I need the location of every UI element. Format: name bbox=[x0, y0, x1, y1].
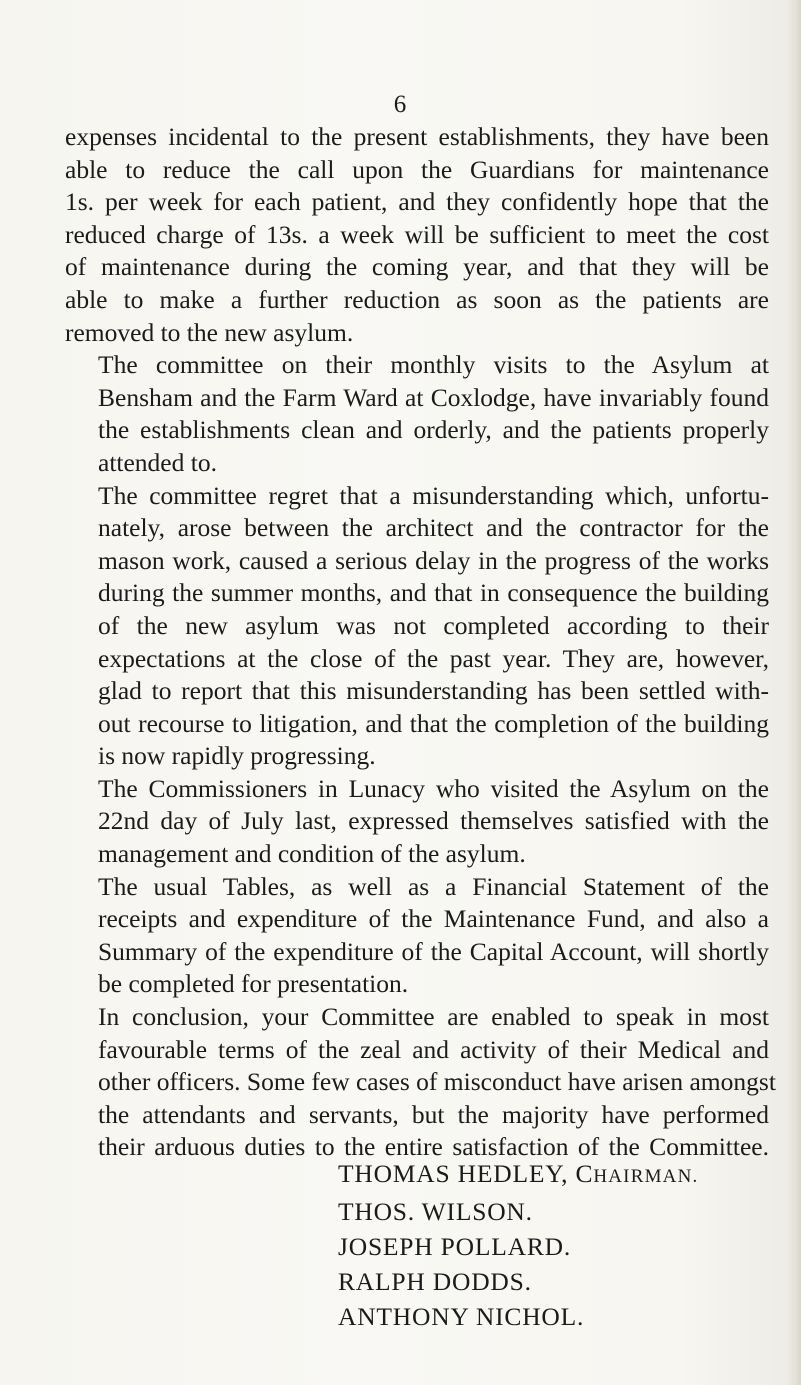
text-line: be completed for presentation. bbox=[98, 969, 409, 999]
signature-name: THOS. WILSON. bbox=[338, 1197, 533, 1226]
paragraph-5 bbox=[65, 871, 769, 1001]
text-line: receipts and expenditure of the Maintenance Fund, and also a bbox=[98, 904, 769, 934]
text-line: of maintenance during the coming year, and that they will be bbox=[65, 252, 769, 282]
page-edge-shadow bbox=[787, 0, 801, 1385]
text-line: of the new asylum was not completed according to their bbox=[98, 610, 769, 640]
chairman-name: THOMAS HEDLEY, bbox=[338, 1159, 569, 1188]
paragraph-6 bbox=[65, 1001, 776, 1164]
paragraph-1 bbox=[65, 121, 769, 349]
signature-name: RALPH DODDS. bbox=[338, 1267, 532, 1296]
text-line: mason work, caused a serious delay in the progress of the works bbox=[98, 545, 769, 575]
text-line: Summary of the expenditure of the Capital Account, will shortly bbox=[98, 936, 769, 966]
chairman-title-initial: C bbox=[575, 1159, 594, 1188]
text-line: 1s. per week for each patient, and they confidently hope that the bbox=[65, 187, 769, 217]
text-line: the establishments clean and orderly, and the patients properly bbox=[98, 415, 769, 445]
text-line: reduced charge of 13s. a week will be sufficient to meet the cost bbox=[65, 219, 769, 249]
text-line: expenses incidental to the present establishments, they have been bbox=[65, 122, 769, 151]
text-line: expectations at the close of the past year. They are, however, bbox=[98, 643, 769, 673]
text-line: attended to. bbox=[98, 447, 217, 477]
text-line: removed to the new asylum. bbox=[65, 317, 354, 347]
paragraph-2 bbox=[65, 349, 769, 479]
text-line: other officers. Some few cases of misconduct have arisen amongst bbox=[98, 1067, 776, 1097]
text-line: The Commissioners in Lunacy who visited the Asylum on the bbox=[98, 773, 769, 803]
signature-chairman bbox=[338, 1156, 778, 1194]
page-number: 6 bbox=[393, 91, 407, 118]
chairman-title-smallcaps: HAIRMAN. bbox=[593, 1166, 699, 1187]
text-line: is now rapidly progressing. bbox=[98, 741, 376, 771]
text-line: favourable terms of the zeal and activity of their Medical and bbox=[98, 1034, 769, 1064]
text-line: Bensham and the Farm Ward at Coxlodge, have invariably found bbox=[98, 382, 769, 412]
text-line: their arduous duties to the entire satisfaction of the Committee. bbox=[98, 1132, 769, 1162]
text-line: The committee regret that a misunderstanding which, unfortu- bbox=[98, 480, 769, 510]
paragraph-3 bbox=[65, 480, 769, 773]
text-line: out recourse to litigation, and that the completion of the building bbox=[98, 708, 769, 738]
text-line: nately, arose between the architect and the contractor for the bbox=[98, 513, 769, 543]
text-line: the attendants and servants, but the majority have performed bbox=[98, 1099, 769, 1129]
text-line: The committee on their monthly visits to the Asylum at bbox=[98, 350, 769, 380]
paragraph-4 bbox=[65, 773, 769, 871]
text-line: The usual Tables, as well as a Financial Statement of the bbox=[98, 871, 769, 901]
text-line: management and condition of the asylum. bbox=[98, 839, 526, 869]
text-line: during the summer months, and that in consequence the building bbox=[98, 578, 769, 608]
report-body bbox=[65, 121, 776, 1164]
signature-name: JOSEPH POLLARD. bbox=[338, 1232, 572, 1261]
text-line: glad to report that this misunderstanding has been settled with- bbox=[98, 676, 769, 706]
signature-name: ANTHONY NICHOL. bbox=[338, 1302, 585, 1331]
text-line: able to make a further reduction as soon as the patients are bbox=[65, 284, 769, 314]
text-line: able to reduce the call upon the Guardians for maintenance bbox=[65, 154, 769, 184]
text-line: In conclusion, your Committee are enabled to speak in most bbox=[98, 1002, 769, 1032]
text-line: 22nd day of July last, expressed themselves satisfied with the bbox=[98, 806, 769, 836]
signature-block bbox=[338, 1156, 778, 1334]
